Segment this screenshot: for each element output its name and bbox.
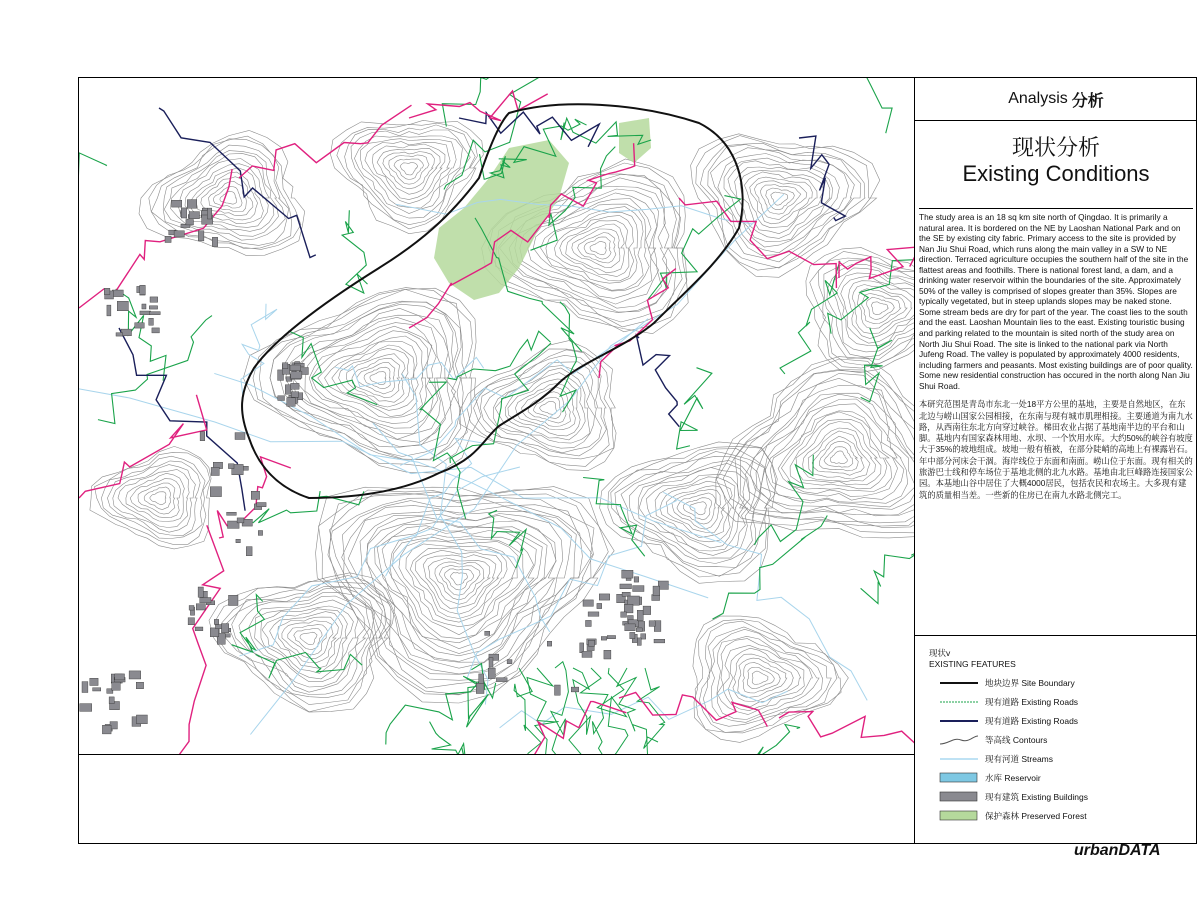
- building: [597, 603, 602, 608]
- header-cn: 分析: [1071, 92, 1104, 110]
- contour-line: [760, 185, 800, 215]
- legend-swatch: [939, 715, 979, 727]
- title-en: Existing Conditions: [962, 161, 1150, 187]
- building: [555, 685, 561, 695]
- building: [135, 323, 145, 328]
- contour-line: [144, 487, 171, 510]
- contour-line: [540, 402, 557, 415]
- contour-line: [377, 148, 440, 194]
- building: [186, 220, 194, 225]
- contour-line: [377, 526, 542, 649]
- contour-line: [778, 411, 898, 497]
- contour-line: [95, 452, 210, 544]
- description-cn: 本研究范围是青岛市东北一处18平方公里的基地，主要是自然地区，在东北边与崂山国家公园相接，在东南与现有城市肌理相接。主要通道为南九水路，从西南往东北方向穿过峡谷。梯田农业占据了基地南半边的平台和山脚。基地内有国家森林用地、水坝、一个饮用水库。大约50%的峡谷有坡度大于35%的坡地组成。坡地一般有植被，在部分陡峭的高地上有裸露岩石。年中部分河床会干涸。海岸线位于东面和南面。崂山位于东面。现有相关的旅游巴士线和停车场位于基地北侧的北九水路。基地由北巨峰路连接国家公园。本基地山谷中居住了大概4000居民，包括农民和农场主。大多现有建筑的质量相当差。一些新的住房已在南九水路北侧完工。: [919, 399, 1193, 500]
- building: [488, 668, 495, 679]
- building: [198, 231, 204, 241]
- legend-label: 现有道路 Existing Roads: [985, 696, 1079, 707]
- legend-label: 保护森林 Preserved Forest: [985, 811, 1087, 822]
- building: [115, 674, 125, 680]
- building: [112, 290, 123, 297]
- building: [80, 704, 92, 712]
- building: [634, 577, 639, 582]
- building: [221, 624, 228, 633]
- green-road: [569, 668, 591, 755]
- building: [214, 619, 219, 624]
- building: [189, 212, 199, 219]
- contour-line: [621, 456, 761, 563]
- building: [476, 683, 484, 693]
- contour-line: [836, 273, 914, 346]
- magenta-road: [79, 395, 207, 498]
- building: [116, 333, 123, 336]
- legend-title-cn: 现状v: [929, 648, 951, 658]
- green-road: [79, 153, 106, 181]
- green-road: [637, 668, 664, 749]
- legend-label: 现有道路 Existing Roads: [985, 715, 1079, 726]
- building: [649, 621, 655, 627]
- building: [583, 600, 593, 606]
- header-en: Analysis: [1008, 90, 1068, 107]
- building: [291, 372, 302, 379]
- legend-item: [929, 711, 1197, 730]
- building: [140, 285, 145, 295]
- building: [107, 305, 111, 316]
- building: [246, 547, 252, 556]
- building: [641, 634, 646, 639]
- green-road: [551, 662, 569, 755]
- magenta-road: [779, 712, 914, 751]
- building: [211, 467, 219, 475]
- legend-swatch: [939, 753, 979, 765]
- legend-item: [929, 749, 1197, 768]
- building: [149, 318, 154, 325]
- building: [172, 200, 182, 207]
- building: [628, 596, 640, 605]
- existing-conditions-map: [79, 78, 914, 755]
- map-canvas[interactable]: [79, 78, 914, 755]
- legend-item: [929, 692, 1197, 711]
- description-en: The study area is an 18 sq km site north of Qingdao. It is primarily a natural area. It is bordered on the NE by Laoshan National Park and on the SE by existing city fabric. Primary access to the site is provided by Nan Jiu Shui Road, which runs along the main valley in a SW to NE direction. Terraced agriculture occupies the southern half of the site in the flattest areas and foothills. There is national forest land, a dam, and a drinking water reservoir within the boundaries of the site. Approximately 50% of the valley is comprised of slopes greater than 35%. Slopes are typically vegetated, but in steep uplands slopes may be naked stone. Some stream beds are dry for part of the year. The coast lies to the south and the east. Laoshan Mountain lies to the east. Existing touristic busing and parking related to the mountain is sited north of the study area on North Jiu Shui Road. The site is linked to the national park via North Jufeng Road. The valley is populated by approximately 4000 residents, including farmers and peasants. Most existing buildings are of poor quality. Some new residential construction has occured in the north along Nan Jiu Shui Road.: [919, 212, 1193, 391]
- building: [181, 208, 187, 218]
- reservoir-fill-symbol: [940, 773, 977, 782]
- magenta-road: [499, 702, 626, 755]
- green-road: [430, 722, 466, 755]
- brand-logo: urbanDATA: [1074, 842, 1161, 859]
- building: [654, 639, 665, 643]
- contour-line: [383, 152, 435, 189]
- magenta-road: [239, 105, 412, 178]
- building: [207, 208, 211, 219]
- contour-line: [406, 544, 516, 622]
- building: [117, 301, 128, 311]
- description: [919, 208, 1193, 501]
- building-fill-symbol: [940, 792, 977, 801]
- building: [188, 618, 194, 625]
- building: [200, 432, 205, 441]
- contour-line: [693, 616, 849, 742]
- building: [210, 628, 219, 637]
- navy-road: [459, 112, 599, 147]
- magenta-road: [619, 692, 767, 726]
- building: [604, 650, 611, 659]
- building: [129, 671, 141, 679]
- legend-label: 现有河道 Streams: [985, 753, 1054, 764]
- contour-line: [243, 288, 481, 473]
- building: [102, 725, 111, 734]
- magenta-road: [839, 247, 914, 279]
- building: [229, 595, 239, 605]
- building: [599, 594, 610, 600]
- page-title: [915, 121, 1197, 188]
- building: [622, 592, 630, 596]
- contour-line: [208, 181, 246, 211]
- building: [152, 328, 160, 333]
- legend-label: 等高线 Contours: [985, 734, 1048, 745]
- building: [633, 586, 644, 592]
- building: [258, 531, 262, 536]
- contour-line: [808, 431, 870, 479]
- building: [149, 312, 160, 315]
- building: [212, 237, 217, 246]
- green-road: [819, 78, 892, 133]
- contour-curve-symbol: [940, 736, 978, 744]
- building: [601, 637, 607, 641]
- title-cn: 现状分析: [1011, 135, 1100, 160]
- green-road: [780, 261, 840, 374]
- building: [287, 398, 296, 407]
- legend-item: [929, 788, 1197, 807]
- building: [625, 624, 635, 631]
- green-road: [755, 455, 814, 545]
- contour-line: [467, 349, 614, 467]
- legend-swatch: [939, 696, 979, 708]
- map-divider: [79, 754, 914, 755]
- building: [291, 392, 299, 398]
- contour-line: [752, 671, 768, 684]
- legend-swatch: [939, 810, 979, 822]
- building: [140, 311, 151, 315]
- building: [278, 396, 285, 401]
- building: [200, 598, 211, 603]
- building: [637, 610, 643, 621]
- building: [630, 632, 635, 638]
- legend-item: [929, 730, 1197, 749]
- contour-line: [790, 419, 887, 489]
- building: [104, 288, 110, 294]
- contour-line: [533, 204, 649, 291]
- building: [643, 606, 651, 615]
- building: [653, 586, 660, 596]
- section-header: [915, 78, 1197, 121]
- building: [136, 715, 147, 724]
- contour-line: [584, 237, 611, 259]
- building: [607, 636, 615, 639]
- building: [82, 682, 88, 693]
- legend: [915, 635, 1197, 826]
- contour-line: [867, 297, 895, 319]
- legend-item: [929, 673, 1197, 692]
- contour-line: [639, 467, 745, 551]
- contour-line: [590, 241, 606, 254]
- building: [90, 678, 98, 685]
- building: [588, 612, 599, 616]
- navy-road: [636, 335, 679, 426]
- building: [237, 518, 244, 523]
- legend-label: 地块边界 Site Boundary: [985, 677, 1075, 688]
- preserved-forest-area: [619, 118, 651, 163]
- forest-fill-symbol: [940, 811, 977, 820]
- building: [216, 625, 222, 629]
- building: [496, 678, 507, 682]
- building: [228, 464, 234, 469]
- building: [624, 604, 633, 613]
- building: [489, 658, 493, 667]
- building: [227, 512, 237, 515]
- contour-line: [126, 473, 184, 521]
- contour-line: [690, 502, 707, 515]
- contour-line: [748, 667, 775, 688]
- legend-title-en: EXISTING FEATURES: [929, 659, 1016, 669]
- contour-line: [101, 456, 205, 538]
- building: [282, 363, 288, 369]
- building: [198, 587, 203, 597]
- contour-line: [495, 368, 590, 443]
- contour-line: [394, 159, 424, 180]
- building: [637, 638, 641, 646]
- legend-swatch: [939, 772, 979, 784]
- contour-line: [750, 385, 914, 515]
- green-road: [442, 78, 519, 127]
- contour-line: [638, 463, 750, 555]
- contour-line: [818, 258, 914, 365]
- green-road: [677, 368, 712, 449]
- legend-items: [929, 673, 1197, 826]
- building: [507, 660, 512, 664]
- legend-item: [929, 807, 1197, 826]
- contour-line: [830, 451, 847, 464]
- legend-item: [929, 768, 1197, 787]
- building: [174, 231, 184, 237]
- building: [620, 584, 632, 589]
- building: [582, 651, 592, 657]
- legend-label: 水库 Reservoir: [985, 773, 1041, 784]
- building: [479, 674, 484, 684]
- building: [571, 687, 578, 692]
- legend-swatch: [939, 677, 979, 689]
- building: [109, 697, 114, 704]
- contour-line: [765, 399, 908, 503]
- building: [165, 236, 171, 242]
- contour-line: [672, 489, 721, 529]
- building: [142, 304, 146, 309]
- building: [196, 604, 205, 610]
- building: [621, 612, 627, 617]
- site-boundary: [242, 104, 743, 498]
- contour-line: [871, 302, 888, 315]
- building: [291, 383, 300, 389]
- magenta-road: [179, 525, 224, 755]
- building: [485, 631, 490, 635]
- contour-line: [280, 304, 456, 447]
- legend-swatch: [939, 791, 979, 803]
- building: [547, 641, 551, 646]
- building: [149, 306, 157, 309]
- building: [586, 620, 592, 626]
- building: [622, 570, 633, 578]
- contour-line: [150, 492, 166, 505]
- building: [251, 491, 259, 499]
- building: [136, 682, 143, 688]
- contour-line: [220, 191, 237, 204]
- green-road: [342, 210, 367, 293]
- building: [257, 503, 266, 507]
- stream: [250, 194, 784, 734]
- building: [150, 297, 158, 302]
- building: [112, 682, 121, 690]
- green-road: [861, 550, 914, 604]
- building: [285, 385, 291, 395]
- contour-line: [824, 447, 853, 468]
- contour-line: [300, 632, 317, 644]
- contour-line: [833, 268, 915, 352]
- building: [187, 200, 197, 209]
- contour-line: [138, 483, 175, 514]
- contour-line: [450, 573, 467, 585]
- contour-line: [400, 163, 418, 175]
- legend-label: 现有建筑 Existing Buildings: [985, 792, 1088, 803]
- green-road: [256, 653, 363, 679]
- building: [93, 688, 101, 691]
- building: [636, 628, 642, 632]
- building: [235, 433, 245, 440]
- contour-line: [766, 188, 795, 210]
- building: [195, 627, 203, 631]
- info-sidebar: [914, 78, 1197, 843]
- building: [236, 539, 241, 543]
- building: [189, 606, 194, 611]
- legend-swatch: [939, 734, 979, 746]
- building: [588, 640, 594, 646]
- building: [290, 365, 301, 371]
- building: [210, 487, 221, 497]
